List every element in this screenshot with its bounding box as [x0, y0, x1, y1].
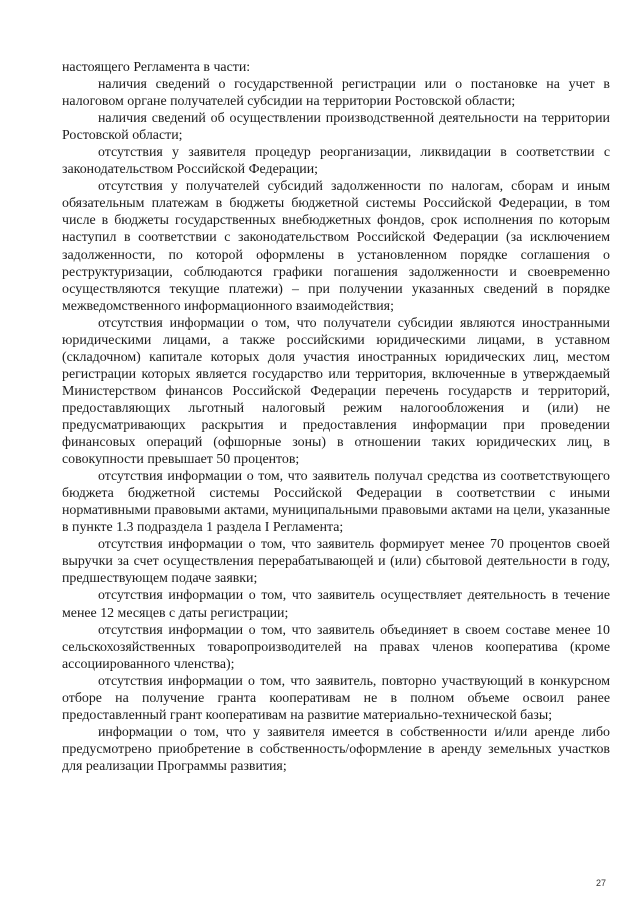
paragraph-revenue-share: отсутствия информации о том, что заявитель формирует менее 70 процентов своей выручки за счет осуществления перерабатывающей и (или) сбытовой деятельности в году, предшествующем подаче заявки;: [62, 537, 610, 587]
paragraph-no-tax-debt: отсутствия у получателей субсидий задолженности по налогам, сборам и иным обязательным платежам в бюджеты бюджетной системы Российской Федерации, в том числе в бюджеты государственных внебюджетных фондов, срок исполнения по которым наступил в соответствии с законодательством Российской Федерации (за исключением задолженности, по которой оформлены в установленном порядке соглашения о реструктуризации, соблюдаются графики погашения задолженности и своевременно осуществляются текущие платежи) – при получении указанных сведений в порядке межведомственного информационного взаимодействия;: [62, 179, 610, 314]
paragraph-registration-info: наличия сведений о государственной регистрации или о постановке на учет в налоговом органе получателей субсидии на территории Ростовской области;: [62, 77, 610, 110]
paragraph-no-foreign-entities: отсутствия информации о том, что получатели субсидии являются иностранными юридическими лицами, а также российскими юридическими лицами, в уставном (складочном) капитале которых доля участия иностранных юридических лиц, местом регистрации которых является государство или территория, включенные в утверждаемый Министерством финансов Российской Федерации перечень государств и территорий, предоставляющих льготный налоговый режим налогообложения и (или) не предусматривающих раскрытия и предоставления информации при проведении финансовых операций (офшорные зоны) в отношении таких юридических лиц, в совокупности превышает 50 процентов;: [62, 315, 610, 468]
paragraph-activity-duration: отсутствия информации о том, что заявитель осуществляет деятельность в течение менее 12 месяцев с даты регистрации;: [62, 588, 610, 621]
paragraph-previous-grant: отсутствия информации о том, что заявитель, повторно участвующий в конкурсном отборе на получение гранта кооперативам не в полном объеме освоил ранее предоставленный грант кооперативам на развитие материально-технической базы;: [62, 673, 610, 723]
paragraph-cooperative-members: отсутствия информации о том, что заявитель объединяет в своем составе менее 10 сельскохозяйственных товаропроизводителей на правах членов кооператива (кроме ассоциированного членства);: [62, 622, 610, 672]
paragraph-regulation-part: настоящего Регламента в части:: [62, 60, 251, 75]
document-page: [62, 59, 610, 775]
paragraph-no-budget-funds: отсутствия информации о том, что заявитель получал средства из соответствующего бюджета бюджетной системы Российской Федерации в соответствии с иными нормативными правовыми актами, муниципальными правовыми актами на цели, указанные в пункте 1.3 подраздела 1 раздела I Регламента;: [62, 469, 610, 536]
page-number: 27: [595, 878, 606, 888]
paragraph-production-activity: наличия сведений об осуществлении производственной деятельности на территории Ростовской области;: [62, 111, 610, 144]
paragraph-no-reorganization: отсутствия у заявителя процедур реорганизации, ликвидации в соответствии с законодательством Российской Федерации;: [62, 145, 610, 178]
paragraph-land-plots: информации о том, что у заявителя имеется в собственности и/или аренде либо предусмотрено приобретение в собственность/оформление в аренду земельных участков для реализации Программы развития;: [62, 724, 610, 774]
